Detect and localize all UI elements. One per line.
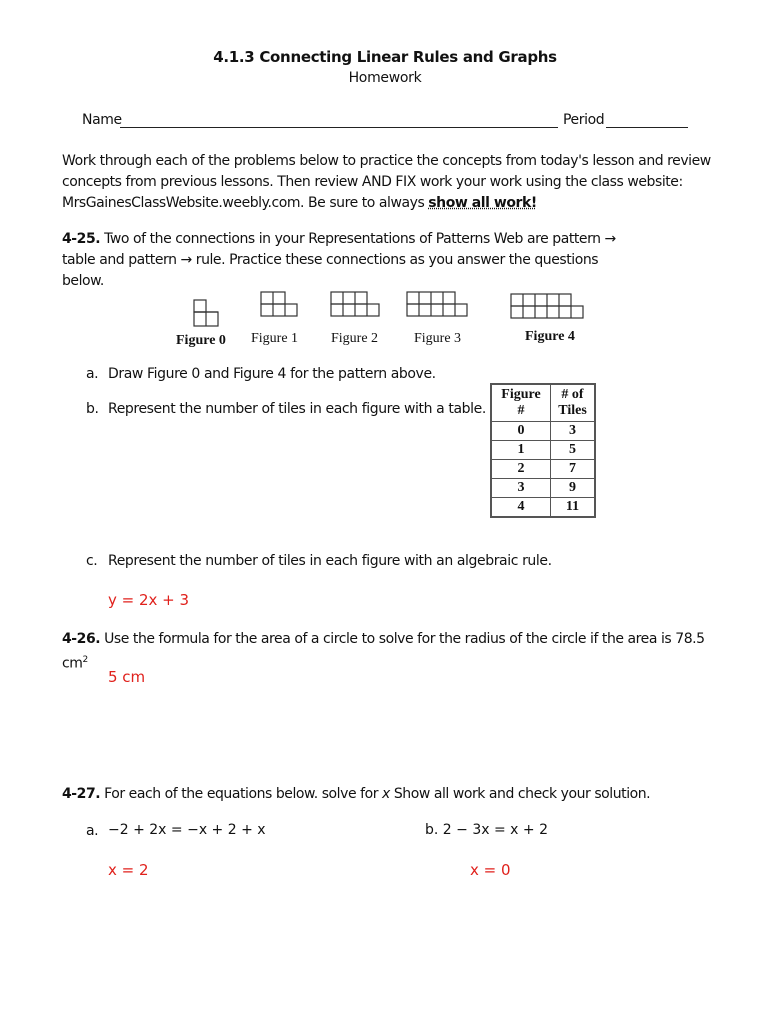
table-cell-figure: 2 [491,460,551,479]
figure-1-drawing [261,292,297,316]
answer-a: x = 2 [108,861,149,879]
problem-4-27-prompt [62,784,712,805]
table-header-figure: Figure # [491,384,551,422]
table-cell-figure: 3 [491,479,551,498]
answer-c: y = 2x + 3 [108,591,190,609]
table-header-row [491,384,595,422]
answer-4-26: 5 cm [108,668,146,686]
table-cell-tiles: 7 [551,460,596,479]
problem-number: 4-27. [62,786,101,802]
table-cell-figure: 0 [491,422,551,441]
problem-text: Two of the connections in your Representations of Patterns Web are pattern → table and pattern → rule. Practice these connections as you answer the questions below. [62,231,616,289]
figure-4-drawing [511,294,583,318]
table-cell-figure: 1 [491,441,551,460]
tile-pattern-figures [170,288,590,332]
page-subtitle: Homework [348,70,422,86]
part-a-letter: a. [86,366,99,382]
problem-text-before: For each of the equations below. solve for [104,786,383,802]
page-title: 4.1.3 Connecting Linear Rules and Graphs [213,48,557,66]
part-c-text: Represent the number of tiles in each figure with an algebraic rule. [108,553,552,569]
intro-text: Work through each of the problems below to practice the concepts from today's lesson and review concepts from previous lessons. Then review AND FIX work your work using the class website: MrsGainesClassWebsite.weebly.com. Be sure to always [62,153,711,211]
problem-4-26-prompt [62,629,722,675]
part-a-text: Draw Figure 0 and Figure 4 for the pattern above. [108,366,436,382]
figure-2-label: Figure 2 [331,331,379,346]
answer-b: x = 0 [470,861,511,879]
table-row [491,479,595,498]
intro-emphasis: show all work! [428,195,537,211]
part-b-letter: b. [86,401,99,417]
intro-paragraph [62,151,712,214]
table-row [491,460,595,479]
table-cell-tiles: 11 [551,498,596,518]
period-field[interactable] [606,113,688,128]
figure-2-drawing [331,292,379,316]
name-field[interactable] [120,113,558,128]
table-header-tiles: # of Tiles [551,384,596,422]
equation-b: b. 2 − 3x = x + 2 [425,822,548,838]
variable: x [382,786,390,802]
figure-0-label: Figure 0 [176,333,226,348]
table-row [491,498,595,518]
table-cell-tiles: 5 [551,441,596,460]
problem-number: 4-25. [62,231,101,247]
period-label: Period [563,112,605,128]
name-label: Name [82,112,122,128]
table-cell-tiles: 3 [551,422,596,441]
part-c-letter: c. [86,553,98,569]
figure-3-drawing [407,292,467,316]
figure-1-label: Figure 1 [251,331,299,346]
part-a-letter: a. [86,823,99,839]
table-row [491,422,595,441]
problem-text: Use the formula for the area of a circle to solve for the radius of the circle if the area is 78.5 cm [62,631,705,672]
problem-number: 4-26. [62,631,101,647]
problem-text-after: Show all work and check your solution. [389,786,651,802]
figure-0-drawing [194,300,218,326]
superscript: 2 [82,655,88,665]
table-row [491,441,595,460]
table-cell-figure: 4 [491,498,551,518]
problem-4-25-prompt [62,229,642,292]
figure-4-label: Figure 4 [525,329,575,344]
figure-3-label: Figure 3 [414,331,462,346]
part-b-text: Represent the number of tiles in each figure with a table. [108,401,486,417]
tiles-table [490,383,596,518]
equation-a: −2 + 2x = −x + 2 + x [108,822,266,838]
table-cell-tiles: 9 [551,479,596,498]
